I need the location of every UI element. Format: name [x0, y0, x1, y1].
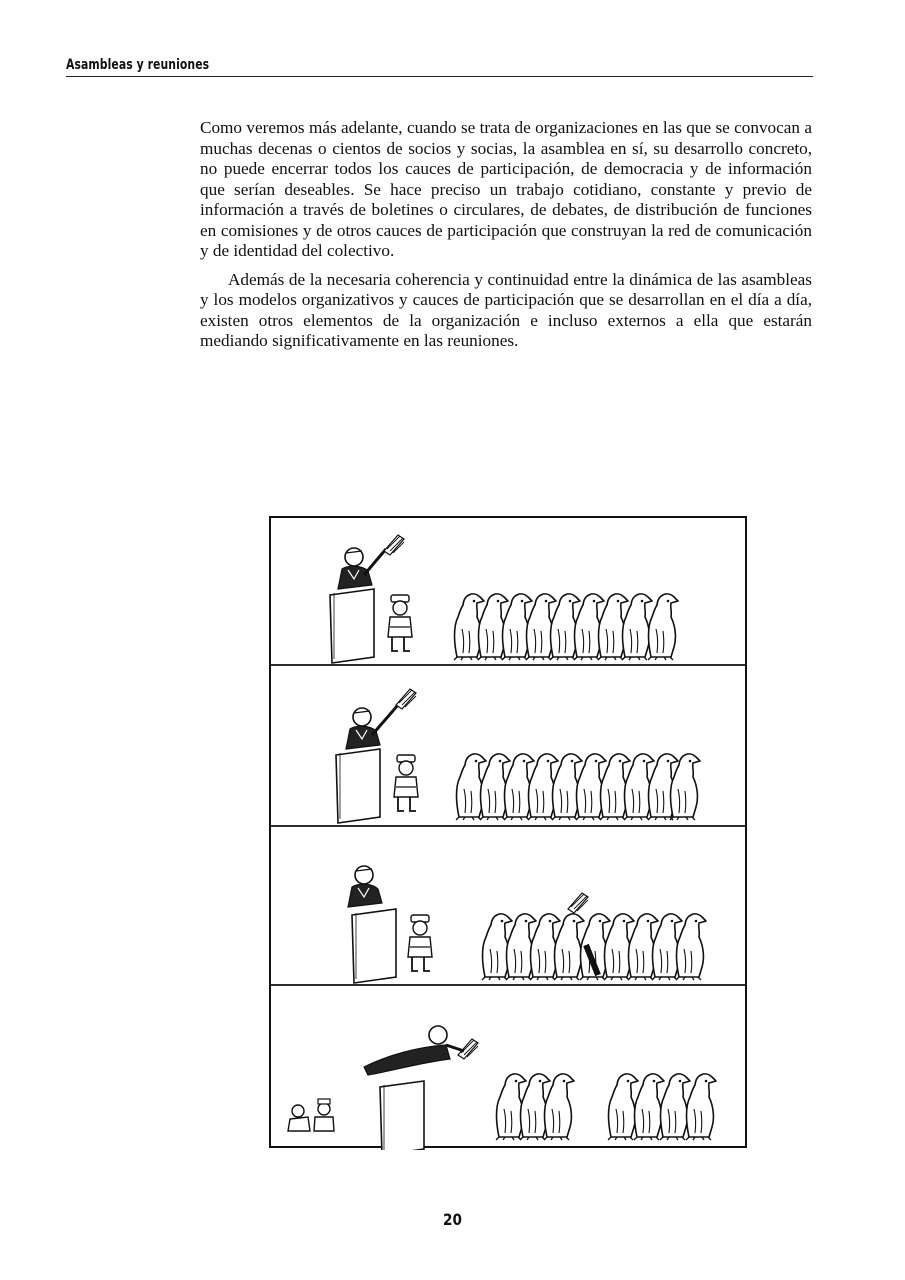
running-title: Asambleas y reuniones	[66, 57, 210, 73]
running-header	[66, 56, 813, 77]
paragraph-1: Como veremos más adelante, cuando se trata de organizaciones en las que se convocan a muchas decenas o cientos de socios y socias, la asamblea en sí, su desarrollo concreto, no puede encerrar todos los cauces de participación, de democracia y de información que serían deseables. Se hace preciso un trabajo cotidiano, constante y previo de información a través de boletines o circulares, de debates, de distribución de funciones en comisiones y de otros cauces de participación que construyan la red de comunicación y de identidad del colectivo.	[200, 118, 812, 260]
body-text	[200, 118, 812, 360]
comic-strip-illustration	[268, 515, 748, 1150]
paragraph-2: Además de la necesaria coherencia y continuidad entre la dinámica de las asambleas y los modelos organizativos y cauces de participación que se desarrollan en el día a día, existen otros elementos de la organización e incluso externos a ella que estarán mediando significativamente en las reuniones.	[200, 269, 812, 350]
page-number: 20	[443, 1210, 462, 1229]
